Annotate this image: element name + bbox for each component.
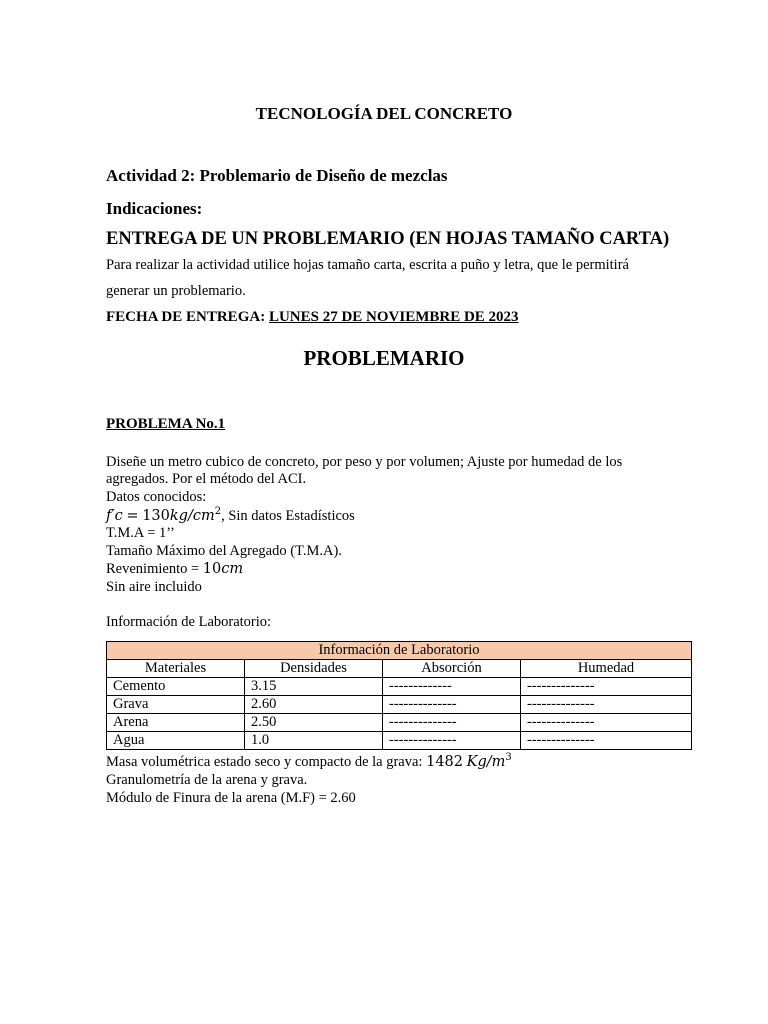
column-header-materials: Materiales bbox=[107, 660, 245, 678]
table-row bbox=[107, 732, 692, 750]
fc-note: , Sin datos Estadísticos bbox=[221, 507, 355, 524]
table-cell: -------------- bbox=[521, 696, 692, 714]
lab-info-label: Información de Laboratorio: bbox=[106, 614, 272, 630]
table-cell: Arena bbox=[107, 714, 245, 732]
column-header-absorption: Absorción bbox=[383, 660, 521, 678]
due-date: LUNES 27 DE NOVIEMBRE DE 2023 bbox=[268, 309, 519, 325]
fc-exponent: 2 bbox=[214, 506, 222, 517]
column-header-densities: Densidades bbox=[245, 660, 383, 678]
fineness-modulus-line: Módulo de Finura de la arena (M.F) = 2.60 bbox=[106, 790, 356, 806]
table-cell: Agua bbox=[107, 732, 245, 750]
section-title: PROBLEMARIO bbox=[303, 346, 465, 370]
slump-value: 10 bbox=[202, 561, 222, 577]
known-data-heading: Datos conocidos: bbox=[106, 489, 207, 505]
tma-line: T.M.A = 1’’ bbox=[106, 525, 175, 541]
lab-info-table bbox=[106, 641, 692, 750]
table-cell: 2.50 bbox=[245, 714, 383, 732]
table-cell: Grava bbox=[107, 696, 245, 714]
fc-line bbox=[106, 506, 355, 525]
table-caption-row bbox=[107, 642, 692, 660]
table-cell: -------------- bbox=[521, 678, 692, 696]
tma-description: Tamaño Máximo del Agregado (T.M.A). bbox=[106, 543, 342, 559]
due-label: FECHA DE ENTREGA: bbox=[106, 309, 266, 325]
air-line: Sin aire incluido bbox=[106, 579, 202, 595]
column-header-humidity: Humedad bbox=[521, 660, 692, 678]
table-cell: Cemento bbox=[107, 678, 245, 696]
fc-symbol: f′c bbox=[106, 507, 123, 524]
indications-heading: Indicaciones: bbox=[106, 199, 203, 218]
table-row bbox=[107, 696, 692, 714]
mass-line bbox=[106, 752, 512, 771]
mass-value: 1482 bbox=[426, 753, 463, 770]
table-caption: Información de Laboratorio bbox=[107, 642, 692, 660]
mass-text: Masa volumétrica estado seco y compacto de la grava: bbox=[106, 753, 423, 770]
instructions-line-2: generar un problemario. bbox=[106, 283, 246, 299]
table-row bbox=[107, 714, 692, 732]
slump-line bbox=[106, 561, 243, 578]
slump-unit: cm bbox=[221, 561, 244, 577]
slump-label: Revenimiento = bbox=[106, 561, 200, 577]
table-cell: -------------- bbox=[383, 714, 521, 732]
delivery-heading: ENTREGA DE UN PROBLEMARIO (EN HOJAS TAMAÑO CARTA) bbox=[106, 229, 670, 249]
fc-value: 130 bbox=[142, 507, 170, 524]
table-cell: -------------- bbox=[521, 732, 692, 750]
table-cell: 1.0 bbox=[245, 732, 383, 750]
mass-exponent: 3 bbox=[505, 752, 512, 763]
table-header-row bbox=[107, 660, 692, 678]
fc-unit: kg/cm bbox=[169, 507, 215, 524]
table-cell: -------------- bbox=[383, 732, 521, 750]
problem-statement-line-2: agregados. Por el método del ACI. bbox=[106, 471, 307, 487]
problem-title: PROBLEMA No.1 bbox=[106, 416, 226, 432]
mass-unit: Kg/m bbox=[466, 753, 506, 770]
problem-statement-line-1: Diseñe un metro cubico de concreto, por peso y por volumen; Ajuste por humedad de los bbox=[106, 454, 623, 470]
due-date-line bbox=[106, 309, 519, 326]
table-cell: 2.60 bbox=[245, 696, 383, 714]
table-row bbox=[107, 678, 692, 696]
table-cell: ------------- bbox=[383, 678, 521, 696]
table-cell: -------------- bbox=[383, 696, 521, 714]
table-cell: -------------- bbox=[521, 714, 692, 732]
granulometry-line: Granulometría de la arena y grava. bbox=[106, 772, 308, 788]
activity-heading: Actividad 2: Problemario de Diseño de mezclas bbox=[106, 166, 448, 185]
document-title: TECNOLOGÍA DEL CONCRETO bbox=[255, 104, 513, 123]
table-cell: 3.15 bbox=[245, 678, 383, 696]
fc-equals: = bbox=[126, 507, 139, 524]
instructions-line-1: Para realizar la actividad utilice hojas tamaño carta, escrita a puño y letra, que le permitirá bbox=[106, 257, 629, 273]
